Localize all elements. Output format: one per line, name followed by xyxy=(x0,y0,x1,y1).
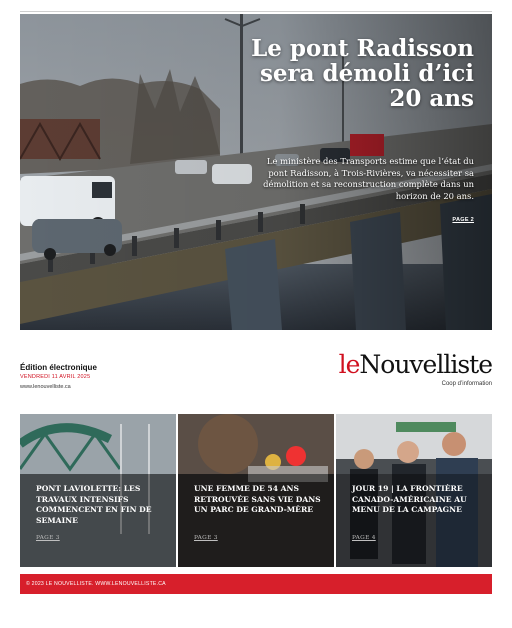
hero-headline[interactable]: Le pont Radisson sera démoli d’ici 20 ans xyxy=(251,35,474,112)
edition-url[interactable]: www.lenouvelliste.ca xyxy=(20,384,71,390)
edition-label: Édition électronique xyxy=(20,363,97,372)
hero-page-link[interactable]: PAGE 2 xyxy=(452,217,474,223)
edition-info xyxy=(20,362,97,392)
edition-date: VENDREDI 11 AVRIL 2025 xyxy=(20,374,91,380)
story-card-page-link[interactable]: PAGE 4 xyxy=(352,535,376,541)
story-card-title: UNE FEMME DE 54 ANS RETROUVÉE SANS VIE DANS UN PARC DE GRAND-MÈRE xyxy=(194,484,321,515)
logo-wordmark xyxy=(339,350,492,380)
story-card-grand-mere[interactable] xyxy=(178,414,334,567)
brand-tagline: Coop d’information xyxy=(441,381,492,387)
story-card-laviolette[interactable] xyxy=(20,414,176,567)
story-card-jour-19[interactable] xyxy=(336,414,492,567)
hero-summary: Le ministère des Transports estime que l’état du pont Radisson, à Trois-Rivières, va nécessiter sa démolition et sa reconstruction complète dans un horizon de 20 ans. xyxy=(263,156,474,201)
story-cards xyxy=(20,414,492,567)
story-card-title: PONT LAVIOLETTE: LES TRAVAUX INTENSIFS COMMENCENT EN FIN DE SEMAINE xyxy=(36,484,152,525)
top-divider xyxy=(20,11,492,12)
logo-name: Nouvelliste xyxy=(359,350,492,379)
story-card-page-link[interactable]: PAGE 3 xyxy=(194,535,218,541)
footer-copyright: © 2023 LE NOUVELLISTE. WWW.LENOUVELLISTE.CA xyxy=(26,581,166,587)
brand-logo[interactable] xyxy=(339,350,492,388)
hero-feature[interactable] xyxy=(20,14,492,330)
footer-bar xyxy=(20,574,492,594)
story-card-title: JOUR 19 | LA FRONTIÈRE CANADO-AMÉRICAINE AU MENU DE LA CAMPAGNE xyxy=(352,484,467,515)
story-card-page-link[interactable]: PAGE 3 xyxy=(36,535,60,541)
logo-prefix: le xyxy=(338,350,360,379)
